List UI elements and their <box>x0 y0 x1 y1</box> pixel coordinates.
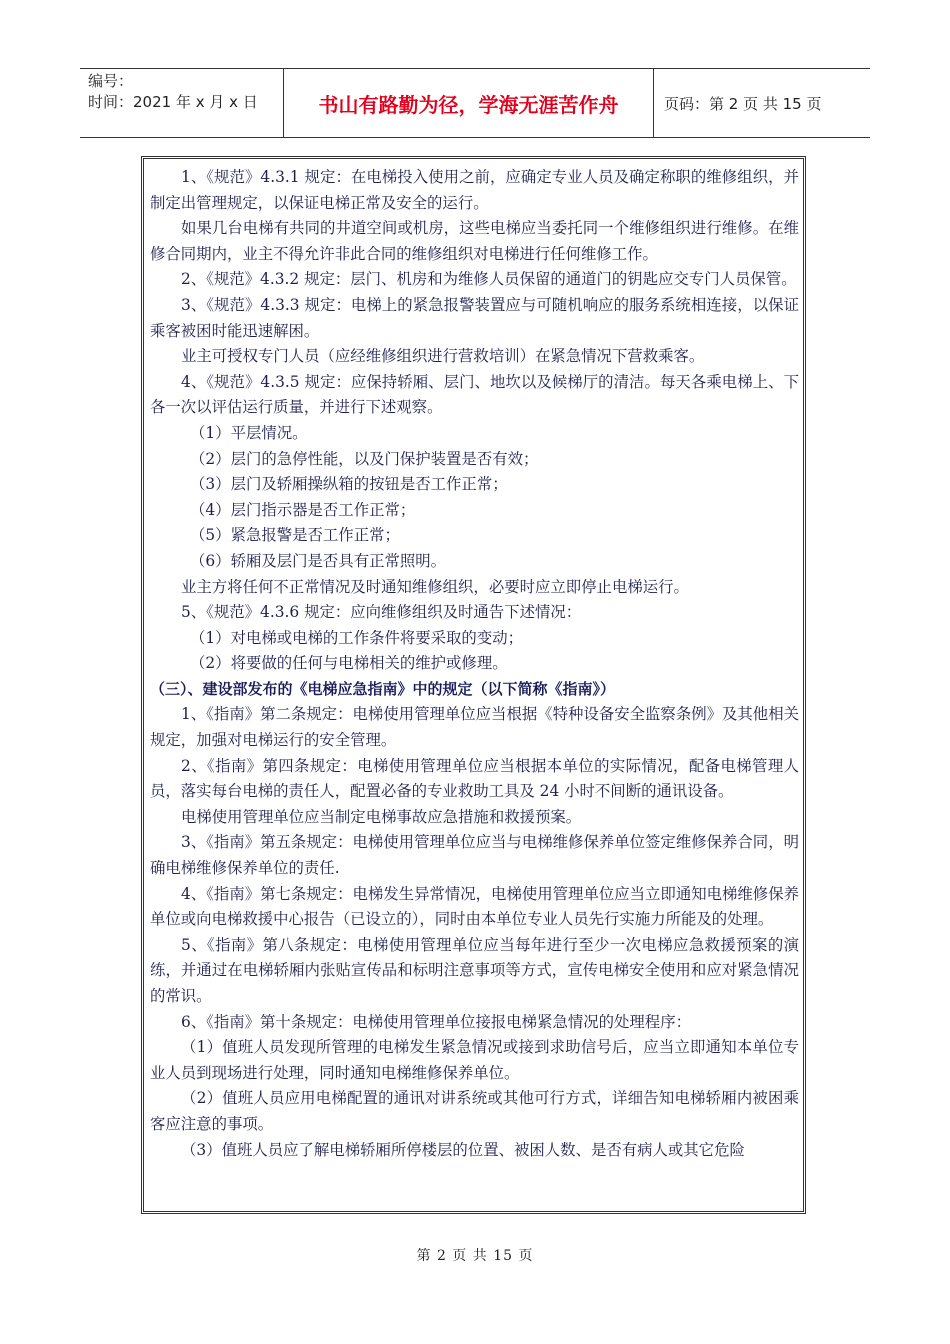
paragraph: 3、《指南》第五条规定：电梯使用管理单位应当与电梯维修保养单位签定维修保养合同，明确电梯维修保养单位的责任. <box>150 833 799 878</box>
paragraph: 业主可授权专门人员（应经维修组织进行营救培训）在紧急情况下营救乘客。 <box>181 347 705 366</box>
paragraph: 5、《规范》4.3.6 规定：应向维修组织及时通告下述情况： <box>181 603 582 622</box>
paragraph: 5、《指南》第八条规定：电梯使用管理单位应当每年进行至少一次电梯应急救援预案的演练，并通过在电梯轿厢内张贴宣传品和标明注意事项等方式，宣传电梯安全使用和应对紧急情况的常识。 <box>150 935 799 1005</box>
paragraph: 如果几台电梯有共同的井道空间或机房，这些电梯应当委托同一个维修组织进行维修。在维修合同期内，业主不得允许非此合同的维修组织对电梯进行任何维修工作。 <box>150 219 799 263</box>
paragraph: 6、《指南》第十条规定：电梯使用管理单位接报电梯紧急情况的处理程序： <box>181 1012 691 1031</box>
header-page-label: 页码：第 2 页 共 15 页 <box>664 94 822 113</box>
header-motto: 书山有路勤为径，学海无涯苦作舟 <box>284 69 654 137</box>
paragraph: 业主方将任何不正常情况及时通知维修组织，必要时应立即停止电梯运行。 <box>181 577 689 596</box>
paragraph: （2）将要做的任何与电梯相关的维护或修理。 <box>190 654 508 673</box>
paragraph: 3、《规范》4.3.3 规定：电梯上的紧急报警装置应与可随机响应的服务系统相连接，以保证乘客被困时能迅速解困。 <box>150 295 799 340</box>
page-footer: 第 2 页 共 15 页 <box>416 1248 534 1264</box>
page-header <box>80 68 870 138</box>
paragraph: 电梯使用管理单位应当制定电梯事故应急措施和救援预案。 <box>181 807 582 826</box>
paragraph: 2、《规范》4.3.2 规定：层门、机房和为维修人员保留的通道门的钥匙应交专门人员保管。 <box>181 270 797 289</box>
paragraph: 4、《规范》4.3.5 规定：应保持轿厢、层门、地坎以及候梯厅的清洁。每天各乘电梯上、下各一次以评估运行质量，并进行下述观察。 <box>150 372 799 417</box>
paragraph: （1）值班人员发现所管理的电梯发生紧急情况或接到求助信号后，应当立即通知本单位专业人员到现场进行处理，同时通知电梯维修保养单位。 <box>150 1038 799 1082</box>
header-meta <box>80 69 284 137</box>
paragraph: （6）轿厢及层门是否具有正常照明。 <box>190 551 447 570</box>
paragraph: （3）层门及轿厢操纵箱的按钮是否工作正常； <box>190 475 508 494</box>
paragraph: （3）值班人员应了解电梯轿厢所停楼层的位置、被困人数、是否有病人或其它危险 <box>181 1140 745 1159</box>
paragraph: 1、《规范》4.3.1 规定：在电梯投入使用之前，应确定专业人员及确定称职的维修组织，并制定出管理规定，以保证电梯正常及安全的运行。 <box>150 168 799 212</box>
section-heading: （三）、建设部发布的《电梯应急指南》中的规定（以下简称《指南》） <box>150 679 616 698</box>
paragraph: （1）平层情况。 <box>190 423 308 442</box>
paragraph: （2）值班人员应用电梯配置的通讯对讲系统或其他可行方式，详细告知电梯轿厢内被困乘客应注意的事项。 <box>150 1089 799 1133</box>
paragraph: （4）层门指示器是否工作正常； <box>190 500 416 519</box>
paragraph: （2）层门的急停性能，以及门保护装置是否有效； <box>190 449 539 468</box>
date-label: 时间：2021 年 x 月 x 日 <box>88 93 258 111</box>
serial-label: 编号： <box>88 72 134 90</box>
paragraph: （1）对电梯或电梯的工作条件将要采取的变动； <box>190 628 523 647</box>
paragraph: 2、《指南》第四条规定：电梯使用管理单位应当根据本单位的实际情况，配备电梯管理人员，落实每台电梯的责任人，配置必备的专业救助工具及 24 小时不间断的通讯设备。 <box>150 756 799 801</box>
content-frame <box>141 156 806 1214</box>
paragraph: 4、《指南》第七条规定：电梯发生异常情况，电梯使用管理单位应当立即通知电梯维修保养单位或向电梯救援中心报告（已设立的），同时由本单位专业人员先行实施力所能及的处理。 <box>150 884 799 929</box>
paragraph: 1、《指南》第二条规定：电梯使用管理单位应当根据《特种设备安全监察条例》及其他相关规定，加强对电梯运行的安全管理。 <box>150 705 799 750</box>
paragraph: （5）紧急报警是否工作正常； <box>190 526 400 545</box>
